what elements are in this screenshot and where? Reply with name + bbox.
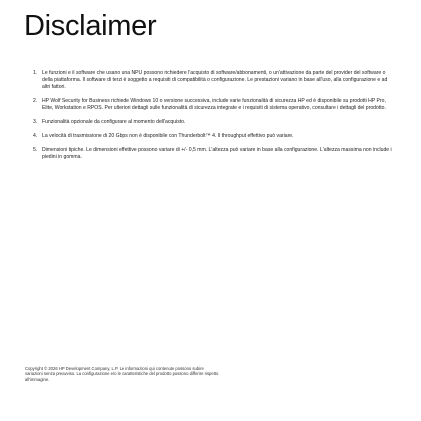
note-item (34, 119, 394, 126)
note-number: 4. (33, 133, 38, 139)
note-item (34, 147, 394, 161)
notes-list (34, 70, 394, 168)
page-title: Disclaimer (24, 10, 157, 42)
note-item (34, 70, 394, 91)
note-item (34, 133, 394, 140)
note-number: 2. (33, 98, 38, 104)
note-number: 1. (33, 70, 38, 76)
note-text: HP Wolf Security for Business richiede Windows 10 o versione successiva, include varie funzionalità di sicurezza HP ed è disponibile su prodotti HP Pro, Elite, Workstation e RPOS. Per ulteriori dettagli sulle funzionalità di sicurezza integrate e i requisiti di sistema operativo, consultare i dettagli del prodotto. (42, 98, 386, 111)
note-number: 5. (33, 147, 38, 153)
note-number: 3. (33, 119, 38, 125)
note-text: Le funzioni e il software che usano una NPU possono richiedere l'acquisto di software/abbonamenti, o un'attivazione da parte del provider del software o della piattaforma. Il software di terzi è soggetto a requisiti di compatibilità o configurazione. Le prestazioni variano in base all'uso, alla configurazione e ad altri fattori. (42, 70, 388, 90)
note-text: Funzionalità opzionale da configurare al momento dell'acquisto. (42, 119, 186, 125)
note-text: La velocità di trasmissione di 20 Gbps non è disponibile con Thunderbolt™ 4. Il throughput effettivo può variare. (42, 133, 294, 139)
note-item (34, 98, 394, 112)
note-text: Dimensioni tipiche. Le dimensioni effettive possono variare di +/- 0,5 mm. L'altezza può variare in base alla configurazione. L'altezza massima non include i piedini in gomma. (42, 147, 392, 160)
copyright-footer: Copyright © 2026 HP Development Company, L.P. Le informazioni qui contenute possono subire variazioni senza preavviso. La configurazione e/o le caratteristiche del prodotto possono differire rispetto all'immagine. (25, 366, 219, 382)
